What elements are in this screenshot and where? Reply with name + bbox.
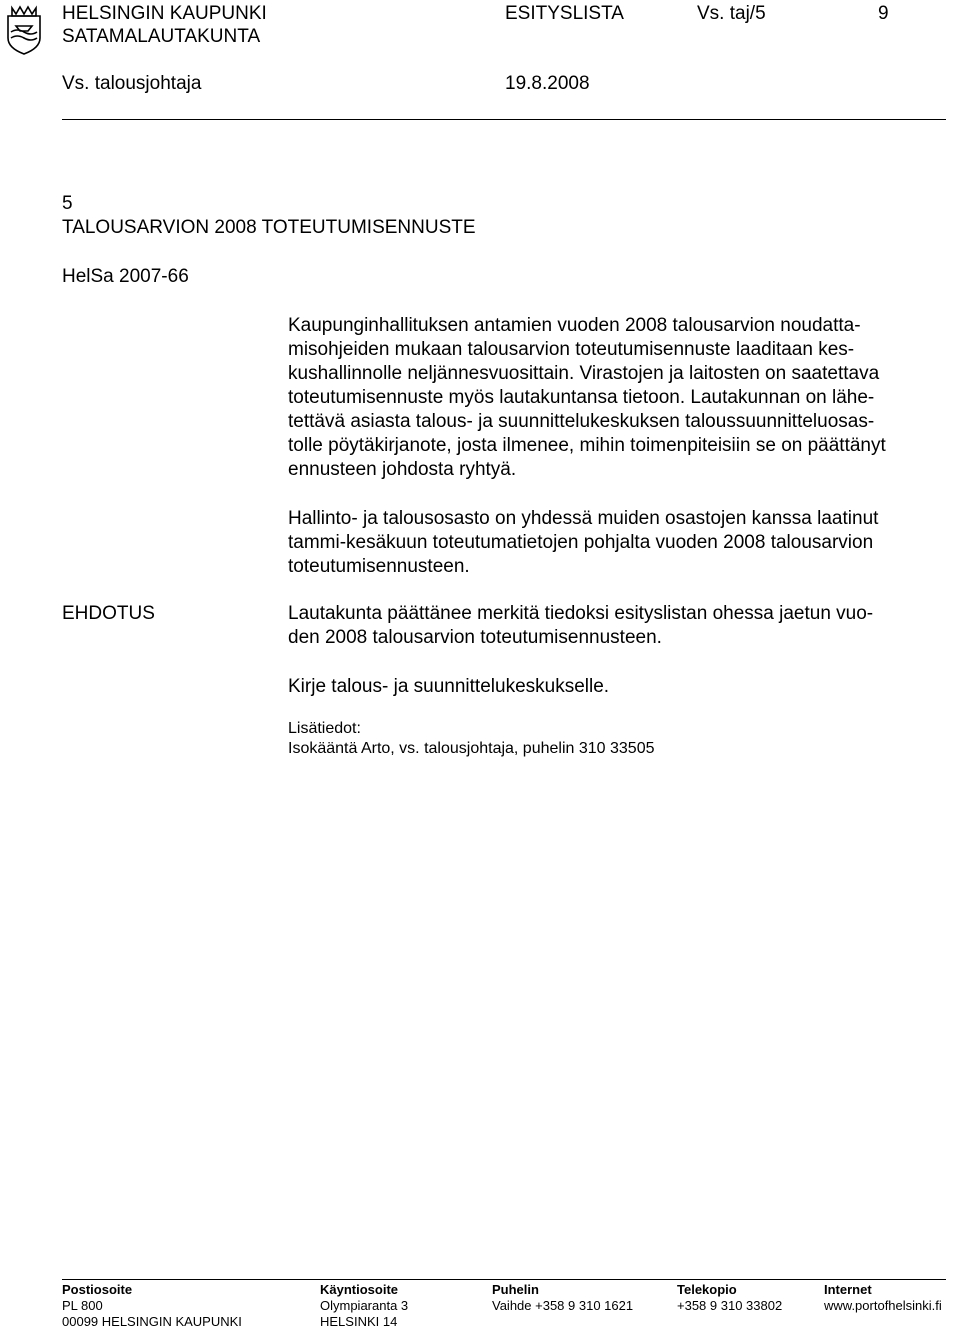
text-line: toteutumisennuste myös lautakuntansa tietoon. Lautakunnan on lähe- bbox=[288, 387, 875, 408]
text-line: misohjeiden mukaan talousarvion toteutumisennuste laaditaan kes- bbox=[288, 339, 855, 360]
text-line: Lautakunta päättänee merkitä tiedoksi esityslistan ohessa jaetun vuo- bbox=[288, 603, 874, 624]
organization-name: HELSINGIN KAUPUNKI bbox=[62, 3, 267, 24]
footer-internet-link[interactable]: www.portofhelsinki.fi bbox=[824, 1298, 942, 1313]
footer-postal-label: Postiosoite bbox=[62, 1282, 133, 1297]
text-line: toteutumisennusteen. bbox=[288, 556, 470, 577]
footer-visiting-line1: Olympiaranta 3 bbox=[320, 1298, 409, 1313]
footer-phone-label: Puhelin bbox=[492, 1282, 539, 1297]
reference: Vs. taj/5 bbox=[697, 3, 766, 24]
info-label: Lisätiedot: bbox=[288, 720, 361, 737]
case-id: HelSa 2007-66 bbox=[62, 266, 189, 287]
text-line: kushallinnolle neljännesvuosittain. Virastojen ja laitosten on saatettava bbox=[288, 363, 880, 384]
footer-fax-label: Telekopio bbox=[677, 1282, 737, 1297]
item-title: TALOUSARVION 2008 TOTEUTUMISENNUSTE bbox=[62, 217, 476, 238]
footer-visiting-line2: HELSINKI 14 bbox=[320, 1314, 398, 1329]
document-type: ESITYSLISTA bbox=[505, 3, 624, 24]
board-name: SATAMALAUTAKUNTA bbox=[62, 26, 261, 47]
header-divider bbox=[62, 119, 946, 120]
page-number: 9 bbox=[878, 3, 889, 24]
paragraph-background bbox=[288, 314, 960, 482]
footer-internet-label: Internet bbox=[824, 1282, 872, 1297]
footer-phone bbox=[492, 1282, 633, 1314]
footer-visiting bbox=[320, 1282, 408, 1330]
text-line: tolle pöytäkirjanote, josta ilmenee, mihin toimenpiteisiin se on päättänyt bbox=[288, 435, 886, 456]
footer-phone-line1: Vaihde +358 9 310 1621 bbox=[492, 1298, 634, 1313]
text-line: ennusteen johdosta ryhtyä. bbox=[288, 459, 517, 480]
text-line: Kaupunginhallituksen antamien vuoden 2008 talousarvion noudatta- bbox=[288, 315, 861, 336]
proposal-text bbox=[288, 602, 960, 650]
footer-postal bbox=[62, 1282, 242, 1330]
meeting-date: 19.8.2008 bbox=[505, 73, 590, 94]
text-line: tettävä asiasta talous- ja suunnittelukeskuksen taloussuunnitteluosas- bbox=[288, 411, 875, 432]
info-contact: Isokääntä Arto, vs. talousjohtaja, puhelin 310 33505 bbox=[288, 740, 655, 757]
footer-postal-line1: PL 800 bbox=[62, 1298, 103, 1313]
text-line: Hallinto- ja talousosasto on yhdessä muiden osastojen kanssa laatinut bbox=[288, 508, 879, 529]
proposal-label: EHDOTUS bbox=[62, 603, 155, 624]
paragraph-preparation bbox=[288, 507, 960, 579]
city-crest-logo bbox=[2, 2, 46, 56]
letter-instruction: Kirje talous- ja suunnittelukeskukselle. bbox=[288, 676, 610, 697]
footer-divider bbox=[62, 1279, 946, 1280]
footer-fax bbox=[677, 1282, 782, 1314]
item-number: 5 bbox=[62, 193, 73, 214]
footer-internet bbox=[824, 1282, 942, 1314]
presenter: Vs. talousjohtaja bbox=[62, 73, 202, 94]
footer-visiting-label: Käyntiosoite bbox=[320, 1282, 399, 1297]
text-line: tammi-kesäkuun toteutumatietojen pohjalta vuoden 2008 talousarvion bbox=[288, 532, 874, 553]
footer-fax-line1: +358 9 310 33802 bbox=[677, 1298, 783, 1313]
text-line: den 2008 talousarvion toteutumisennusteen. bbox=[288, 627, 662, 648]
footer-postal-line2: 00099 HELSINGIN KAUPUNKI bbox=[62, 1314, 242, 1329]
